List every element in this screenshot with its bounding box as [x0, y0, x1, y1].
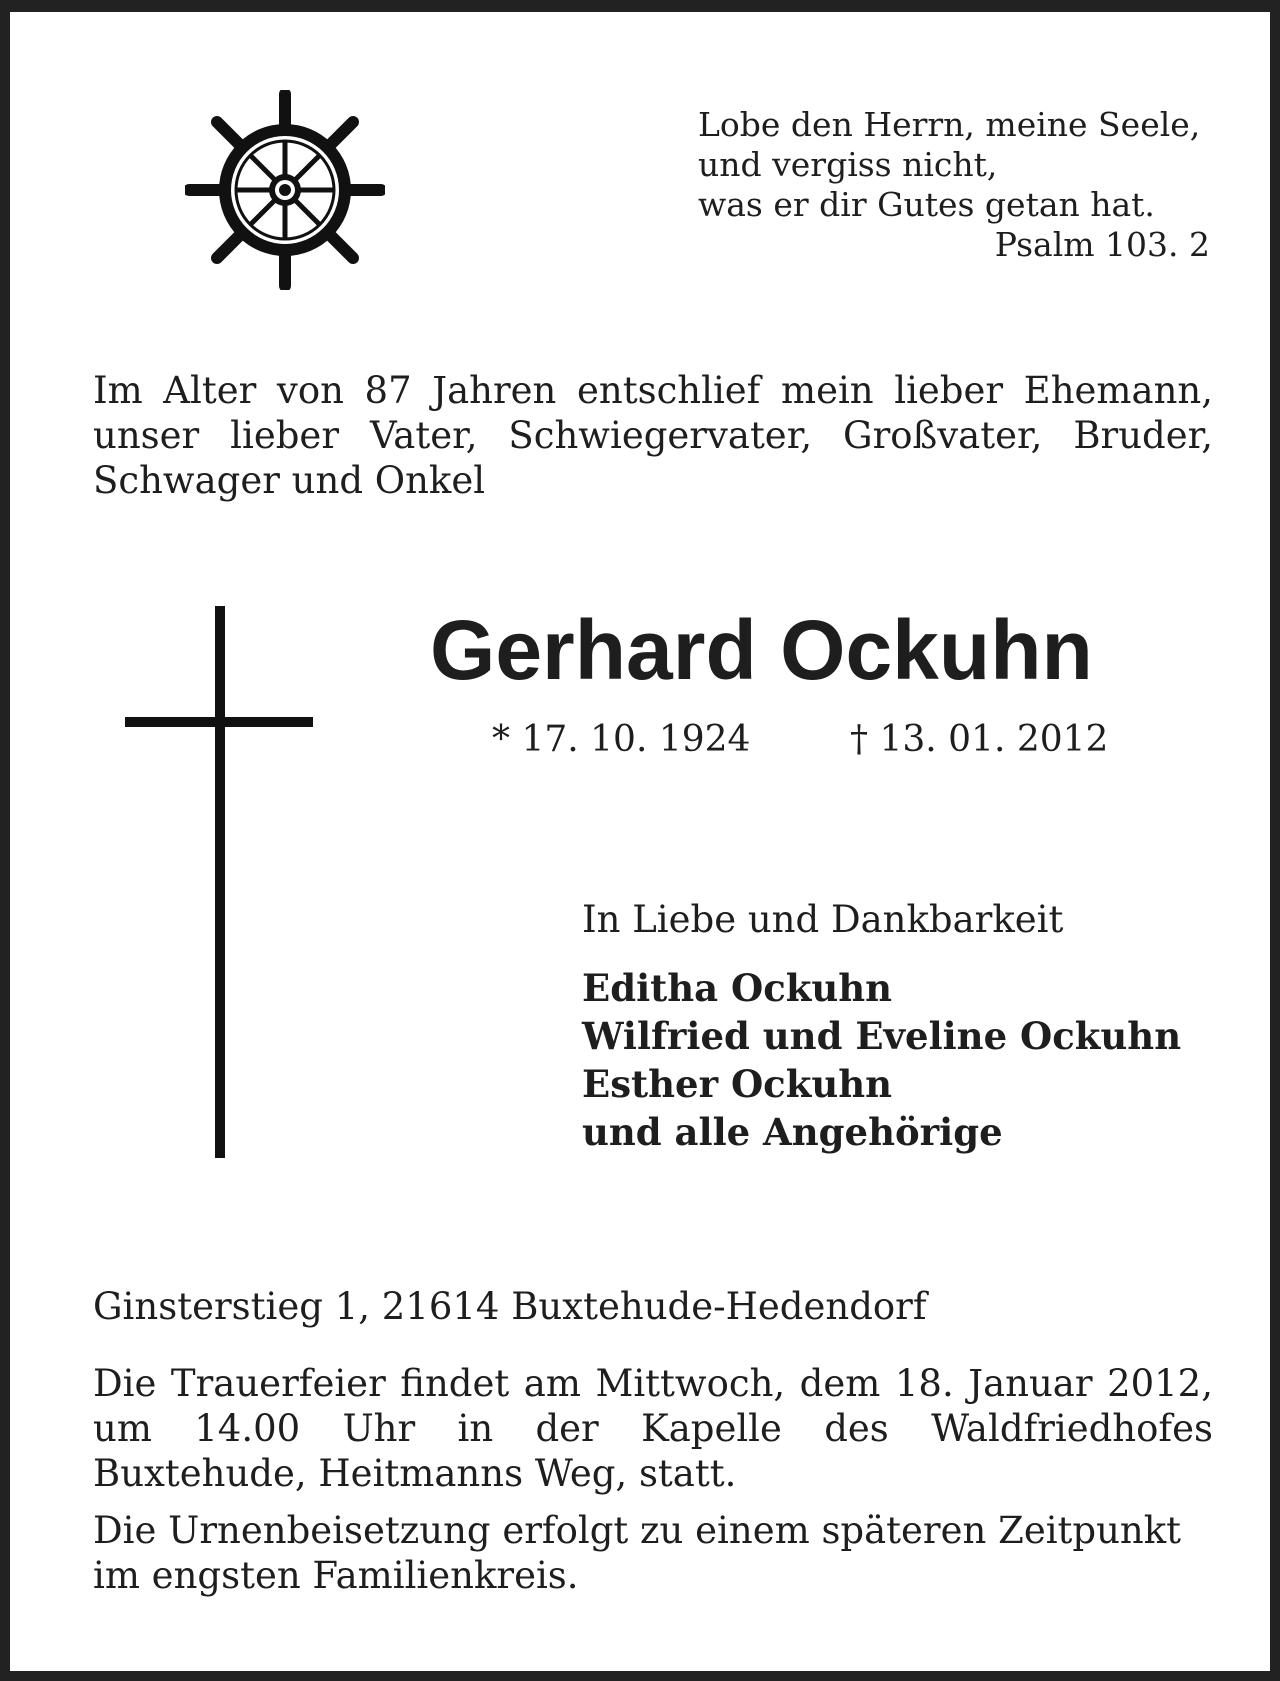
- cross-icon: [125, 606, 315, 1158]
- mourner-name: Editha Ockuhn: [582, 966, 893, 1010]
- mourner-name: Wilfried und Eveline Ockuhn: [582, 1014, 1182, 1058]
- mourner-name: und alle Angehörige: [582, 1110, 1003, 1154]
- intro-text: Im Alter von 87 Jahren entschlief mein lieber Ehemann, unser lieber Vater, Schwiegervater, Großvater, Bruder, Schwager und Onkel: [93, 369, 1213, 502]
- ships-wheel-icon: [185, 90, 385, 290]
- psalm-quote: [698, 105, 1210, 265]
- mourners-list: [582, 964, 1181, 1156]
- thanks-line: In Liebe und Dankbarkeit: [582, 898, 1064, 941]
- psalm-line: Lobe den Herrn, meine Seele,: [698, 105, 1201, 144]
- death-date: † 13. 01. 2012: [850, 719, 1109, 760]
- psalm-reference: Psalm 103. 2: [994, 225, 1210, 264]
- deceased-name: Gerhard Ockuhn: [430, 603, 1093, 697]
- psalm-line: und vergiss nicht,: [698, 145, 998, 184]
- psalm-line: was er dir Gutes getan hat.: [698, 185, 1155, 224]
- urn-burial-text: Die Urnenbeisetzung erfolgt zu einem späteren Zeitpunkt im engsten Familienkreis.: [93, 1509, 1182, 1597]
- address-line: Ginsterstieg 1, 21614 Buxtehude-Hedendorf: [93, 1285, 927, 1328]
- funeral-service-text: Die Trauerfeier findet am Mittwoch, dem 18. Januar 2012, um 14.00 Uhr in der Kapelle des Waldfriedhofes Buxtehude, Heitmanns Weg, statt.: [93, 1362, 1213, 1495]
- birth-date: * 17. 10. 1924: [492, 719, 751, 760]
- mourner-name: Esther Ockuhn: [582, 1062, 893, 1106]
